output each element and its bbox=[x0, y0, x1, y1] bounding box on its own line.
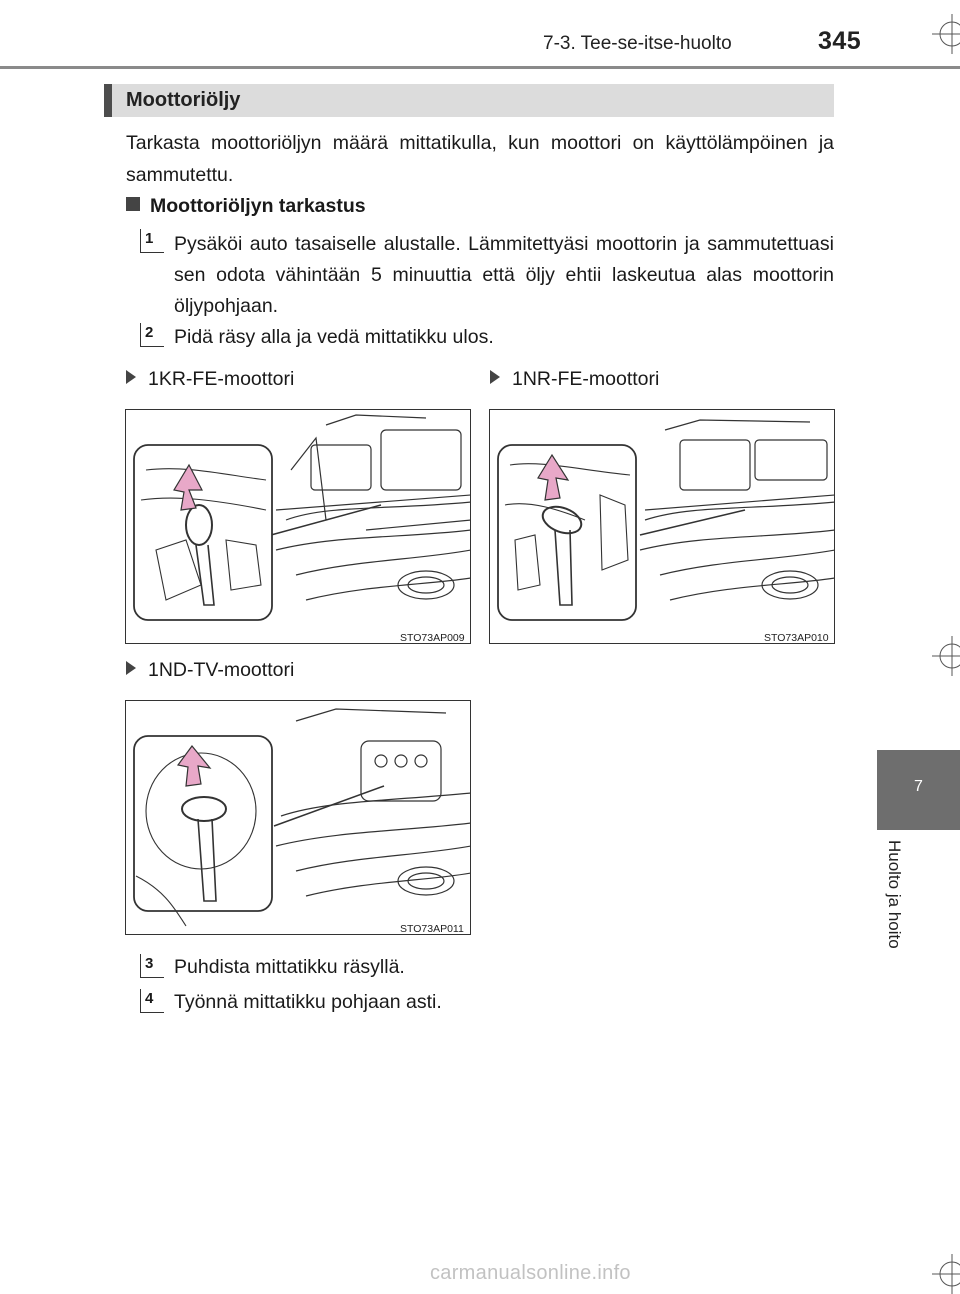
square-bullet-icon bbox=[126, 197, 140, 211]
step-text-3: Puhdista mittatikku räsyllä. bbox=[174, 956, 405, 978]
watermark: carmanualsonline.info bbox=[430, 1262, 631, 1284]
engine-label-1kr bbox=[126, 368, 294, 391]
header-rule bbox=[0, 66, 960, 69]
engine-label-1nd bbox=[126, 659, 294, 682]
engine-illustration bbox=[490, 410, 835, 644]
step-text-1: Pysäköi auto tasaiselle alustalle. Lämmitettyäsi moottorin ja sammutettuasi sen odota vähintään 5 minuuttia että öljy ehtii laskeutua alas moottorin öljypohjaan. bbox=[174, 233, 834, 317]
figure-code-3: STO73AP011 bbox=[400, 923, 464, 935]
step-number-3: 3 bbox=[140, 954, 164, 978]
chapter-label bbox=[880, 840, 910, 980]
figure-1nd-engine bbox=[125, 700, 471, 935]
step-number-1: 1 bbox=[140, 229, 164, 253]
step-text-4: Työnnä mittatikku pohjaan asti. bbox=[174, 991, 442, 1013]
intro-paragraph: Tarkasta moottoriöljyn määrä mittatikulla, kun moottori on käyttölämpöinen ja sammutettu. bbox=[126, 132, 834, 186]
figure-code-1: STO73AP009 bbox=[400, 632, 465, 644]
step-number-2: 2 bbox=[140, 323, 164, 347]
triangle-bullet-icon bbox=[126, 661, 136, 675]
step-text-2: Pidä räsy alla ja vedä mittatikku ulos. bbox=[174, 326, 494, 348]
chapter-number: 7 bbox=[914, 778, 923, 795]
section-title-bar bbox=[104, 84, 834, 117]
chapter-label-text: Huolto ja hoito bbox=[885, 840, 904, 949]
triangle-bullet-icon bbox=[126, 370, 136, 384]
engine-label-text: 1KR-FE-moottori bbox=[148, 368, 295, 390]
registration-mark-middle-right bbox=[932, 636, 960, 676]
chapter-side-tab bbox=[877, 750, 960, 830]
figure-1kr-engine bbox=[125, 409, 471, 644]
subheading-text: Moottoriöljyn tarkastus bbox=[150, 195, 366, 217]
figure-1nr-engine bbox=[489, 409, 835, 644]
title-accent bbox=[104, 84, 112, 117]
subheading bbox=[126, 195, 366, 218]
triangle-bullet-icon bbox=[490, 370, 500, 384]
figure-code-2: STO73AP010 bbox=[764, 632, 829, 644]
step-number-4: 4 bbox=[140, 989, 164, 1013]
section-title: Moottoriöljy bbox=[126, 89, 241, 111]
section-header: 7-3. Tee-se-itse-huolto bbox=[543, 33, 732, 54]
engine-illustration bbox=[126, 701, 471, 935]
engine-label-1nr bbox=[490, 368, 659, 391]
page-number: 345 bbox=[818, 27, 862, 55]
registration-mark-bottom-right bbox=[932, 1254, 960, 1294]
engine-label-text: 1NR-FE-moottori bbox=[512, 368, 660, 390]
engine-illustration bbox=[126, 410, 471, 644]
engine-label-text: 1ND-TV-moottori bbox=[148, 659, 295, 681]
registration-mark-top-right bbox=[932, 14, 960, 54]
